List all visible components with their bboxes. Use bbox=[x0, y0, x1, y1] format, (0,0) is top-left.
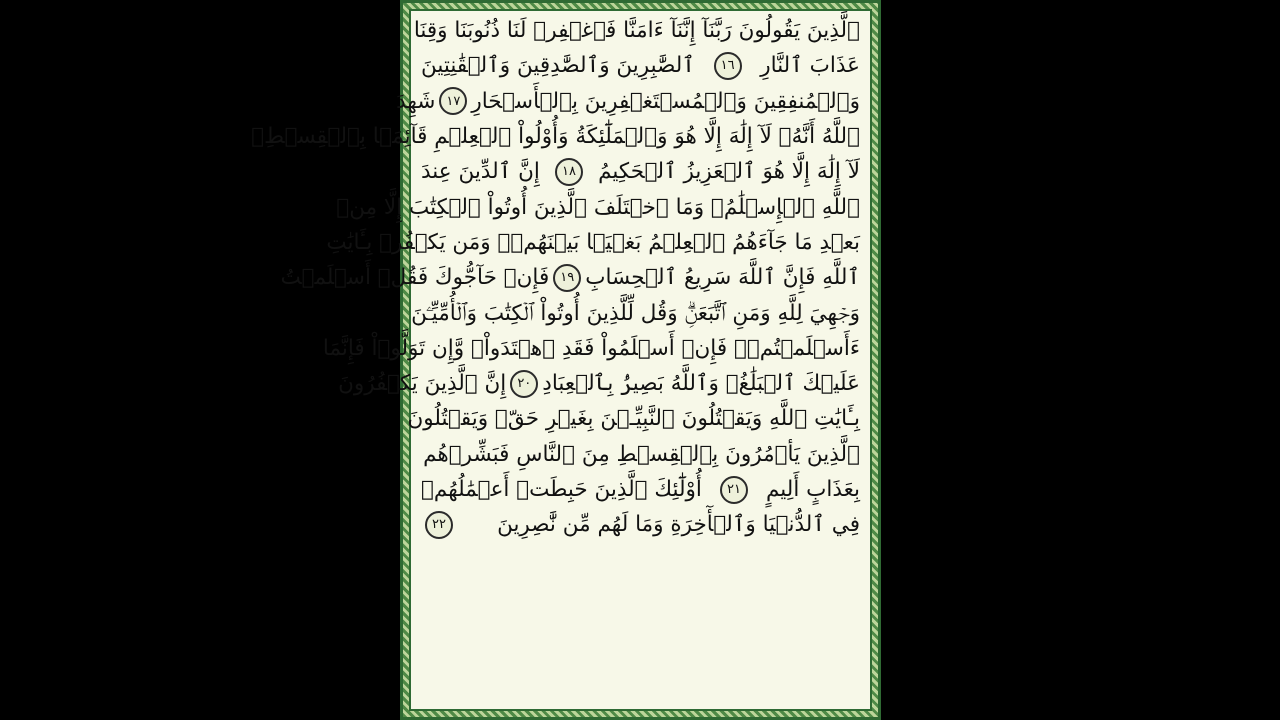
verse-line bbox=[421, 507, 860, 542]
verse-text: ءَأَسۡلَمۡتُمۡۚ فَإِنۡ أَسۡلَمُواْ فَقَدِ ٱهۡتَدَواْۖ وَّإِن تَوَلَّوۡاْ فَإِنَّمَا bbox=[322, 335, 860, 361]
mushaf-page bbox=[251, 0, 881, 720]
ayah-number-icon: ٢٠ bbox=[510, 370, 538, 398]
verse-line bbox=[251, 119, 860, 154]
verse-text: إِنَّ ٱلدِّينَ عِندَ bbox=[421, 159, 540, 185]
verse-text: بِعَذَابٍ أَلِيمٍ bbox=[765, 477, 860, 502]
ayah-number-icon: ١٨ bbox=[555, 158, 583, 186]
verse-text: ٱلصَّٰبِرِينَ وَٱلصَّٰدِقِينَ وَٱلۡقَٰنِتِينَ bbox=[421, 53, 695, 79]
ayah-number-icon: ١٦ bbox=[714, 52, 742, 80]
verse-text: ٱللَّهِ فَإِنَّ ٱللَّهَ سَرِيعُ ٱلۡحِسَابِ bbox=[585, 265, 860, 291]
verse-line bbox=[421, 437, 860, 472]
verse-line bbox=[421, 472, 860, 507]
page-text-area bbox=[251, 9, 872, 711]
verse-line bbox=[280, 260, 860, 295]
ayah-number-icon: ١٧ bbox=[439, 87, 467, 115]
verse-text: إِنَّ ٱلَّذِينَ يَكۡفُرُونَ bbox=[338, 371, 507, 397]
verse-line bbox=[396, 84, 860, 119]
verse-line bbox=[322, 331, 860, 366]
verse-text: لَآ إِلَٰهَ إِلَّا هُوَ ٱلۡعَزِيزُ ٱلۡحَكِيمُ bbox=[598, 159, 860, 185]
verse-text: فِي ٱلدُّنۡيَا وَٱلۡأٓخِرَةِ وَمَا لَهُم مِّن نَّٰصِرِينَ bbox=[497, 512, 860, 538]
verse-text: أُوْلَٰٓئِكَ ٱلَّذِينَ حَبِطَتۡ أَعۡمَٰلُهُمۡ bbox=[421, 477, 702, 502]
verse-line bbox=[411, 295, 860, 330]
verse-line bbox=[326, 225, 860, 260]
ayah-number-icon: ١٩ bbox=[553, 264, 581, 292]
verse-text: عَلَيۡكَ ٱلۡبَلَٰغُۗ وَٱللَّهُ بَصِيرُۢ بِٱلۡعِبَادِ bbox=[542, 371, 860, 397]
verse-line bbox=[413, 13, 860, 48]
verse-line bbox=[421, 48, 860, 83]
verse-text: وَجۡهِيَ لِلَّهِ وَمَنِ ٱتَّبَعَنِۗ وَقُل لِّلَّذِينَ أُوتُواْ ٱلۡكِتَٰبَ وَٱلۡأُمِّيِّـۧنَ bbox=[411, 300, 860, 326]
verse-text: ٱلَّذِينَ يَقُولُونَ رَبَّنَآ إِنَّنَآ ءَامَنَّا فَٱغۡفِرۡ لَنَا ذُنُوبَنَا وَقِنَا bbox=[413, 18, 860, 44]
ayah-number-icon: ٢٢ bbox=[425, 511, 453, 539]
verse-text: بَعۡدِ مَا جَآءَهُمُ ٱلۡعِلۡمُ بَغۡيَۢا بَيۡنَهُمۡۗ وَمَن يَكۡفُرۡ بِـَٔايَٰتِ bbox=[326, 229, 860, 255]
decorative-border bbox=[251, 3, 878, 717]
verse-text: وَٱلۡمُنفِقِينَ وَٱلۡمُسۡتَغۡفِرِينَ بِٱلۡأَسۡحَارِ bbox=[471, 88, 860, 114]
verse-line bbox=[336, 189, 860, 224]
verse-line bbox=[338, 366, 860, 401]
verse-lines bbox=[251, 13, 860, 542]
verse-text: ٱللَّهِ ٱلۡإِسۡلَٰمُۗ وَمَا ٱخۡتَلَفَ ٱلَّذِينَ أُوتُواْ ٱلۡكِتَٰبَ إِلَّا مِنۢ bbox=[336, 194, 860, 220]
verse-line bbox=[407, 401, 860, 436]
verse-text: ٱلَّذِينَ يَأۡمُرُونَ بِٱلۡقِسۡطِ مِنَ ٱلنَّاسِ فَبَشِّرۡهُم bbox=[423, 441, 860, 467]
verse-text: فَإِنۡ حَآجُّوكَ فَقُلۡ أَسۡلَمۡتُ bbox=[280, 265, 550, 291]
verse-text: شَهِدَ bbox=[396, 88, 436, 114]
ayah-number-icon: ٢١ bbox=[720, 476, 748, 504]
verse-text: ٱللَّهُ أَنَّهُۥ لَآ إِلَٰهَ إِلَّا هُوَ وَٱلۡمَلَٰٓئِكَةُ وَأُوْلُواْ ٱلۡعِلۡمِ قَآئِمَۢا بِٱلۡقِسۡطِۚ bbox=[251, 124, 860, 150]
verse-line bbox=[421, 154, 860, 189]
verse-text: بِـَٔايَٰتِ ٱللَّهِ وَيَقۡتُلُونَ ٱلنَّبِيِّـۧنَ بِغَيۡرِ حَقّٖ وَيَقۡتُلُونَ bbox=[407, 406, 860, 432]
verse-text: عَذَابَ ٱلنَّارِ bbox=[760, 53, 860, 79]
